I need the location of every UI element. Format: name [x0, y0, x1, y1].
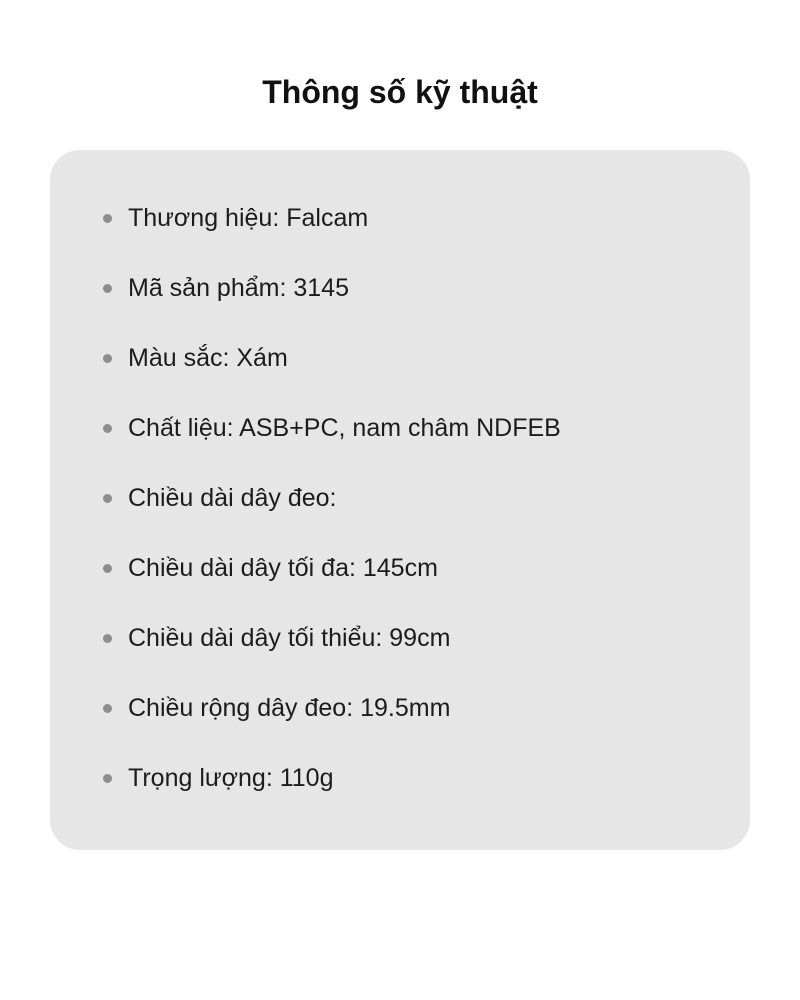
- bullet-icon: [103, 424, 112, 433]
- spec-item-product-code: [50, 253, 750, 323]
- bullet-icon: [103, 494, 112, 503]
- spec-item-max-length: [50, 533, 750, 603]
- spec-item-text: Mã sản phẩm: 3145: [128, 274, 349, 302]
- bullet-icon: [103, 774, 112, 783]
- bullet-icon: [103, 634, 112, 643]
- spec-item-text: Chiều dài dây đeo:: [128, 484, 337, 512]
- spec-item-weight: [50, 743, 750, 813]
- spec-item-color: [50, 323, 750, 393]
- page-title: Thông số kỹ thuật: [262, 74, 538, 110]
- bullet-icon: [103, 214, 112, 223]
- spec-item-text: Màu sắc: Xám: [128, 344, 288, 372]
- spec-item-text: Chiều rộng dây đeo: 19.5mm: [128, 694, 451, 722]
- spec-card: [50, 150, 750, 850]
- bullet-icon: [103, 354, 112, 363]
- spec-item-strap-width: [50, 673, 750, 743]
- spec-item-strap-length: [50, 463, 750, 533]
- spec-item-text: Chiều dài dây tối thiểu: 99cm: [128, 624, 451, 652]
- bullet-icon: [103, 704, 112, 713]
- spec-item-min-length: [50, 603, 750, 673]
- spec-item-text: Chất liệu: ASB+PC, nam châm NDFEB: [128, 414, 561, 442]
- spec-item-text: Chiều dài dây tối đa: 145cm: [128, 554, 438, 582]
- spec-item-material: [50, 393, 750, 463]
- bullet-icon: [103, 284, 112, 293]
- spec-item-brand: [50, 183, 750, 253]
- spec-item-text: Trọng lượng: 110g: [128, 764, 334, 792]
- spec-list: [50, 183, 750, 813]
- bullet-icon: [103, 564, 112, 573]
- spec-item-text: Thương hiệu: Falcam: [128, 204, 369, 232]
